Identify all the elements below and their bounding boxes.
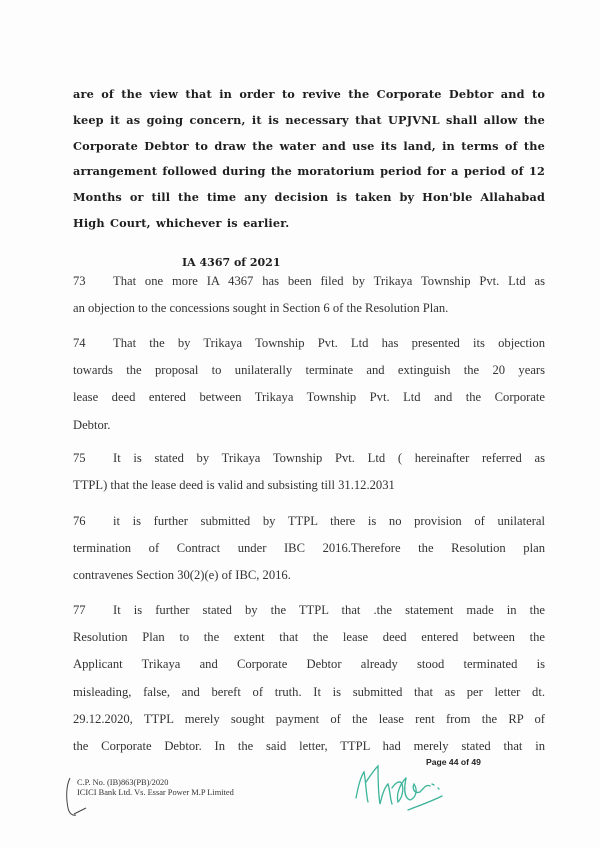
paragraph-74 [73,330,545,439]
paragraph-number: 73 [73,274,86,288]
paragraph-number: 76 [73,514,86,528]
text-line: termination of Contract under IBC 2016.Therefore the Resolution plan [73,541,545,556]
text-line: misleading, false, and bereft of truth. It is submitted that as per letter dt. [73,684,545,699]
text-line: Corporate Debtor to draw the water and use its land, in terms of the [73,138,545,153]
text-line: arrangement followed during the moratorium period for a period of 12 [73,164,545,179]
paragraph-number: 74 [73,336,86,350]
text-line: TTPL) that the lease deed is valid and subsisting till 31.12.2031 [73,478,395,493]
text-line: lease deed entered between Trikaya Township Pvt. Ltd and the Corporate [73,390,545,405]
text-line: towards the proposal to unilaterally terminate and extinguish the 20 years [73,363,545,378]
text-line: are of the view that in order to revive the Corporate Debtor and to [73,87,545,101]
text-line: It is stated by Trikaya Township Pvt. Ltd ( hereinafter referred as [113,451,545,465]
text-line: an objection to the concessions sought in Section 6 of the Resolution Plan. [73,301,449,316]
paragraph-number: 75 [73,451,86,465]
page-number: Page 44 of 49 [426,757,481,767]
bold-paragraph [73,82,545,237]
handwritten-signature-icon [352,758,462,824]
paragraph-77 [73,597,545,760]
case-number: C.P. No. (IB)863(PB)/2020 [77,778,169,787]
footer-case-info [77,778,234,798]
case-title: ICICI Bank Ltd. Vs. Essar Power M.P Limited [77,788,234,797]
text-line: Resolution Plan to the extent that the lease deed entered between the [73,630,545,645]
paragraph-number: 77 [73,603,86,617]
text-line: contravenes Section 30(2)(e) of IBC, 2016. [73,568,291,583]
section-heading: IA 4367 of 2021 [182,256,281,269]
text-line: Applicant Trikaya and Corporate Debtor already stood terminated is [73,657,545,672]
text-line: That the by Trikaya Township Pvt. Ltd has presented its objection [113,336,545,350]
text-line: the Corporate Debtor. In the said letter, TTPL had merely stated that in [73,739,545,754]
text-line: High Court, whichever is earlier. [73,215,290,230]
paragraph-75 [73,445,545,499]
text-line: It is further stated by the TTPL that .the statement made in the [113,603,545,617]
text-line: it is further submitted by TTPL there is no provision of unilateral [113,514,545,528]
text-line: That one more IA 4367 has been filed by Trikaya Township Pvt. Ltd as [113,274,545,288]
text-line: keep it as going concern, it is necessary that UPJVNL shall allow the [73,112,545,127]
paragraph-76 [73,508,545,590]
text-line: Debtor. [73,417,111,432]
text-line: 29.12.2020, TTPL merely sought payment of the lease rent from the RP of [73,711,545,726]
paragraph-73 [73,268,545,322]
text-line: Months or till the time any decision is taken by Hon'ble Allahabad [73,190,545,205]
